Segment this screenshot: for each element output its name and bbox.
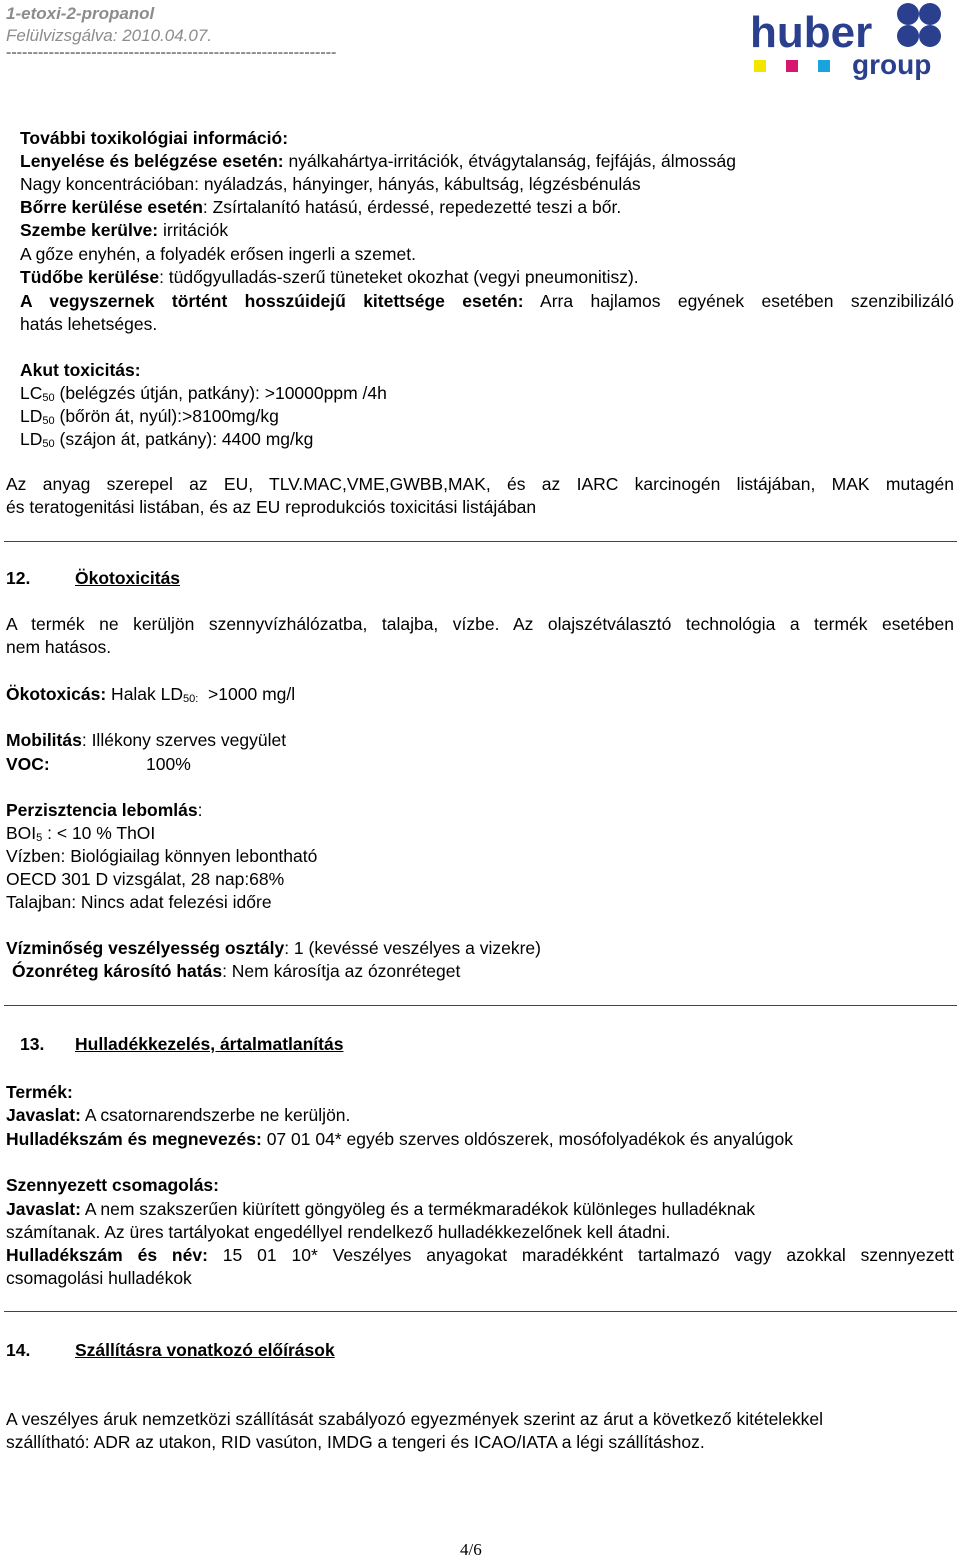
- packaging-waste-code: Hulladékszám és név: 15 01 10* Veszélyes anyagokat maradékként tartalmazó vagy azokkal szennyezett: [6, 1245, 954, 1265]
- section-13-title: Hulladékkezelés, ártalmatlanítás: [75, 1034, 344, 1054]
- packaging-recommendation: Javaslat: A nem szakszerűen kiürített göngyöleg és a termékmaradékok különleges hulladéknak: [6, 1199, 756, 1219]
- yellow-square: [754, 60, 766, 72]
- product-waste-code: Hulladékszám és megnevezés: 07 01 04* egyéb szerves oldószerek, mosófolyadékok és anyalúgok: [6, 1129, 793, 1149]
- ld50-dermal-line: $LD_{50}$ (bőrön át, nyúl):>8100mg/kg: [20, 406, 279, 427]
- packaging-waste-code-cont: csomagolási hulladékok: [6, 1268, 192, 1288]
- revision-date: Felülvizsgálva: 2010.04.07.: [6, 26, 213, 45]
- voc-line: VOC: 100%: [6, 754, 191, 774]
- water-hazard-line: Vízminőség veszélyesség osztály: 1 (kevéssé veszélyes a vizekre): [6, 938, 541, 958]
- mobility-line: Mobilitás: Illékony szerves vegyület: [6, 730, 287, 750]
- acute-tox-heading: Akut toxicitás:: [20, 360, 141, 380]
- tox-line-vapour: A gőze enyhén, a folyadék erősen ingerli a szemet.: [20, 244, 416, 264]
- header-separator: --------------------------------------------------------------: [6, 44, 337, 61]
- water-degradation-line: Vízben: Biológiailag könnyen lebontható: [6, 846, 318, 866]
- eu-list-line-2: és teratogenitási listában, és az EU reprodukciós toxicitási listájában: [6, 497, 537, 517]
- persistence-heading: Perzisztencia lebomlás:: [6, 800, 203, 820]
- boi-line: $BOI_5$ : < 10 % ThOI: [6, 823, 156, 844]
- tox-line-long-exposure: A vegyszernek történt hosszúidejű kitettsége esetén: Arra hajlamos egyének esetében szenzibilizáló: [20, 291, 954, 311]
- packaging-heading: Szennyezett csomagolás:: [6, 1175, 219, 1195]
- section-13-number: 13.: [20, 1034, 45, 1054]
- eco-paragraph-line-2: nem hatásos.: [6, 637, 112, 657]
- clover-icon: [897, 3, 941, 47]
- section-14-number: 14.: [6, 1340, 31, 1360]
- transport-line-1: A veszélyes áruk nemzetközi szállítását szabályozó egyezmények szerint az árut a következő kitételekkel: [6, 1409, 824, 1429]
- logo-group: group: [852, 49, 932, 80]
- tox-line-lungs: Tüdőbe kerülése: tüdőgyulladás-szerű tüneteket okozhat (vegyi pneumonitisz).: [20, 267, 639, 287]
- tox-line-skin: Bőrre kerülése esetén: Zsírtalanító hatású, érdessé, repedezetté teszi a bőr.: [20, 197, 622, 217]
- packaging-recommendation-cont: számítanak. Az üres tartályokat engedéllyel rendelkező hulladékkezelőnek kell átadni.: [6, 1222, 671, 1242]
- section-12-number: 12.: [6, 568, 31, 588]
- section-divider: [4, 541, 957, 542]
- huber-group-logo: [748, 0, 944, 82]
- tox-line-eyes: Szembe kerülve: irritációk: [20, 220, 229, 240]
- product-recommendation: Javaslat: A csatornarendszerbe ne kerüljön.: [6, 1105, 351, 1125]
- page-number: 4/6: [460, 1540, 482, 1559]
- logo-word: huber: [750, 8, 873, 57]
- section-14-title: Szállításra vonatkozó előírások: [75, 1340, 335, 1360]
- lc50-line: $LC_{50}$ (belégzés útján, patkány): >10000ppm /4h: [20, 383, 387, 404]
- soil-line: Talajban: Nincs adat felezési időre: [6, 892, 272, 912]
- oecd-line: OECD 301 D vizsgálat, 28 nap:68%: [6, 869, 285, 889]
- section-divider: [4, 1311, 957, 1312]
- tox-line-long-exposure-cont: hatás lehetséges.: [20, 314, 158, 334]
- product-heading: Termék:: [6, 1082, 73, 1102]
- eu-list-line-1: Az anyag szerepel az EU, TLV.MAC,VME,GWBB,MAK, és az IARC karcinogén listájában, MAK mutagén: [6, 474, 954, 494]
- cyan-square: [818, 60, 830, 72]
- section-divider: [4, 1005, 957, 1006]
- document-title: 1-etoxi-2-propanol: [6, 4, 155, 23]
- ecotox-line: Ökotoxicás: Halak $LD_{50:} >1000$ mg/l: [6, 684, 296, 705]
- ozone-line: Ózonréteg károsító hatás: Nem károsítja az ózonréteget: [12, 961, 461, 981]
- ld50-oral-line: $LD_{50}$ (szájon át, patkány): 4400 mg/kg: [20, 429, 314, 450]
- transport-line-2: szállítható: ADR az utakon, RID vasúton, IMDG a tengeri és ICAO/IATA a légi szállításhoz.: [6, 1432, 705, 1452]
- tox-line-high-conc: Nagy koncentrációban: nyáladzás, hányinger, hányás, kábultság, légzésbénulás: [20, 174, 641, 194]
- tox-heading: További toxikológiai információ:: [20, 128, 289, 148]
- magenta-square: [786, 60, 798, 72]
- eco-paragraph-line-1: A termék ne kerüljön szennyvízhálózatba, talajba, vízbe. Az olajszétválasztó technológia a termék esetében: [6, 614, 954, 634]
- tox-line-ingestion: Lenyelése és belégzése esetén: nyálkahártya-irritációk, étvágytalanság, fejfájás, álmosság: [20, 151, 736, 171]
- section-12-title: Ökotoxicitás: [75, 568, 181, 588]
